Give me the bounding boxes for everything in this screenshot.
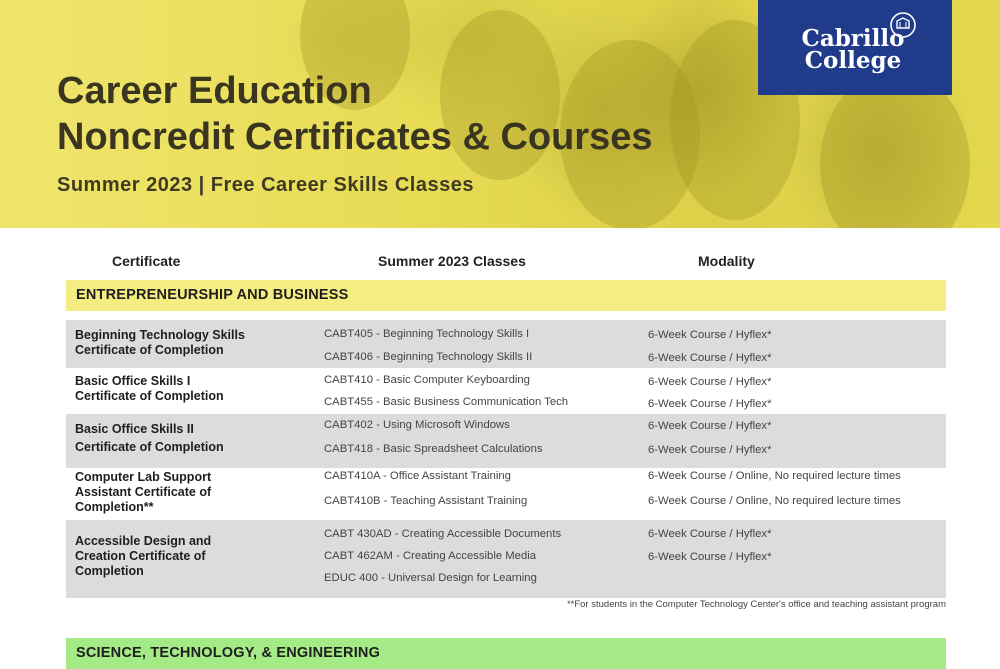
- class-item: CABT418 - Basic Spreadsheet Calculations: [324, 443, 543, 455]
- page-subtitle: Summer 2023 | Free Career Skills Classes: [57, 174, 474, 196]
- certificate-name-line: Completion**: [75, 500, 154, 514]
- footnote: **For students in the Computer Technology Center's office and teaching assistant program: [566, 599, 946, 610]
- certificate-name: [75, 534, 305, 579]
- certificate-name-line: Certificate of Completion: [75, 343, 224, 357]
- modality-item: 6-Week Course / Hyflex*: [648, 420, 772, 432]
- certificate-group: [66, 414, 946, 468]
- section-header-entrepreneurship: ENTREPRENEURSHIP AND BUSINESS: [66, 280, 946, 311]
- certificate-group: [66, 320, 946, 368]
- modality-item: 6-Week Course / Hyflex*: [648, 352, 772, 364]
- modality-item: 6-Week Course / Hyflex*: [648, 329, 772, 341]
- logo-line-1: Cabrillo: [801, 25, 905, 52]
- certificate-name-line: Accessible Design and: [75, 534, 212, 548]
- certificate-name-line: Assistant Certificate of: [75, 485, 212, 499]
- title-line-2: Noncredit Certificates & Courses: [57, 116, 653, 158]
- certificate-group: [66, 468, 946, 520]
- certificate-name: [75, 328, 305, 358]
- class-item: CABT455 - Basic Business Communication Tech: [324, 396, 569, 408]
- class-item: CABT406 - Beginning Technology Skills II: [324, 351, 533, 363]
- modality-item: 6-Week Course / Hyflex*: [648, 398, 772, 410]
- class-item: CABT410 - Basic Computer Keyboarding: [324, 374, 530, 386]
- certificate-name-line: Basic Office Skills II: [75, 422, 194, 436]
- title-line-1: Career Education: [57, 70, 372, 112]
- class-item: CABT 430AD - Creating Accessible Documents: [324, 528, 562, 540]
- class-item: EDUC 400 - Universal Design for Learning: [324, 572, 537, 584]
- class-item: CABT402 - Using Microsoft Windows: [324, 419, 510, 431]
- column-header-classes: Summer 2023 Classes: [378, 253, 526, 269]
- page-title: [57, 68, 653, 160]
- modality-item: 6-Week Course / Hyflex*: [648, 376, 772, 388]
- modality-item: 6-Week Course / Online, No required lecture times: [648, 470, 901, 482]
- hero-banner: [0, 0, 1000, 228]
- certificate-name-line: Certificate of Completion: [75, 440, 224, 454]
- modality-item: 6-Week Course / Hyflex*: [648, 444, 772, 456]
- certificate-name: [75, 420, 305, 456]
- modality-item: 6-Week Course / Online, No required lecture times: [648, 495, 901, 507]
- certificate-group: [66, 368, 946, 414]
- logo-line-2: College: [804, 47, 902, 74]
- modality-item: 6-Week Course / Hyflex*: [648, 528, 772, 540]
- college-seal-icon: [889, 12, 917, 38]
- certificate-name-line: Certificate of Completion: [75, 389, 224, 403]
- certificate-name: [75, 470, 305, 515]
- footnote-row: [66, 598, 946, 638]
- certificate-name-line: Creation Certificate of: [75, 549, 206, 563]
- certificate-name: [75, 374, 305, 404]
- certificate-name-line: Computer Lab Support: [75, 470, 212, 484]
- column-header-certificate: Certificate: [112, 253, 181, 269]
- certificate-group: [66, 520, 946, 598]
- column-headers: [66, 240, 946, 280]
- section-header-science: SCIENCE, TECHNOLOGY, & ENGINEERING: [66, 638, 946, 669]
- cabrillo-college-logo: [758, 0, 952, 95]
- class-item: CABT 462AM - Creating Accessible Media: [324, 550, 537, 562]
- class-item: CABT405 - Beginning Technology Skills I: [324, 328, 530, 340]
- modality-item: 6-Week Course / Hyflex*: [648, 551, 772, 563]
- class-item: CABT410A - Office Assistant Training: [324, 470, 511, 482]
- certificates-table: [66, 240, 946, 669]
- class-item: CABT410B - Teaching Assistant Training: [324, 495, 528, 507]
- column-header-modality: Modality: [698, 253, 755, 269]
- certificate-name-line: Basic Office Skills I: [75, 374, 191, 388]
- certificate-name-line: Beginning Technology Skills: [75, 328, 245, 342]
- certificate-name-line: Completion: [75, 564, 144, 578]
